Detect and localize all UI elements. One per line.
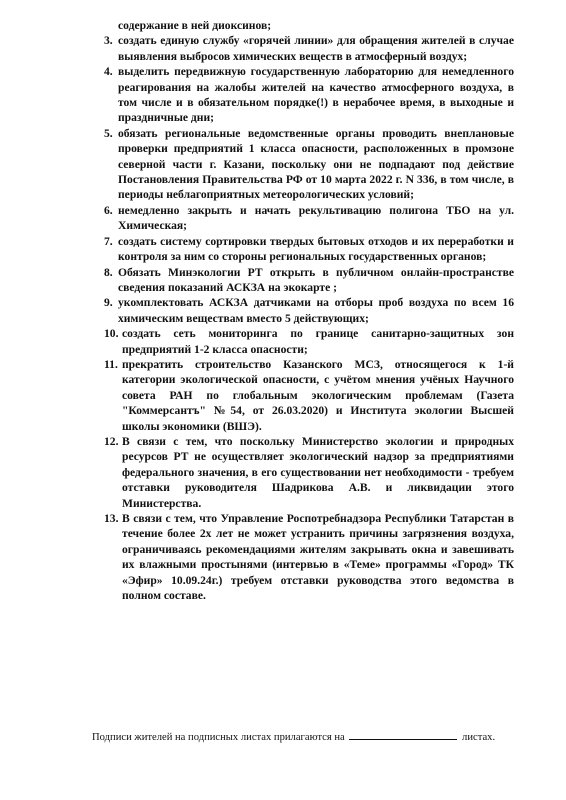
item-number: 7. [104, 234, 113, 248]
list-item [104, 234, 514, 265]
list-item [104, 326, 514, 357]
list-item [104, 203, 514, 234]
item-text: прекратить строительство Казанского МСЗ, относящегося к 1-й категории экологической опасности, с учётом мнения учёных Научного совета РАН по глобальным экологическим проблемам (Газета "Коммерсантъ" №54, от 26.03.2020) и Института экологии Высшей школы экономики (ВШЭ). [122, 357, 514, 433]
footer-text-after: листах. [462, 732, 496, 743]
list-item [104, 126, 514, 203]
list-item [104, 64, 514, 126]
list-item [104, 265, 514, 296]
item-text: немедленно закрыть и начать рекультивацию полигона ТБО на ул. Химическая; [118, 203, 514, 233]
item-text: В связи с тем, что поскольку Министерство экологии и природных ресурсов РТ не осуществляет экологический надзор за предприятиями федерального значения, в его существовании нет необходимости - требуем отставки руководителя Шадрикова А.В. и ликвидации этого Министерства. [122, 434, 514, 510]
signatures-note [92, 729, 512, 745]
item-text: создать единую службу «горячей линии» для обращения жителей в случае выявления выбросов химических веществ в атмосферный воздух; [118, 34, 514, 63]
item-text: содержание в ней диоксинов; [118, 19, 272, 32]
item-number: 4. [104, 65, 113, 79]
list-item [104, 357, 514, 434]
item-number: 13. [104, 512, 119, 525]
item-text: выделить передвижную государственную лабораторию для немедленного реагирования на жалобы жителей на качество атмосферного воздуха, в том числе и в обязательном порядке(!) в нерабочее время, в выходные и праздничные дни; [118, 65, 514, 125]
footer-text-before: Подписи жителей на подписных листах прилагаются на [92, 732, 345, 743]
demands-list [104, 18, 514, 603]
list-item [104, 511, 514, 603]
item-number: 8. [104, 265, 113, 279]
list-item [104, 295, 514, 326]
list-item [104, 18, 514, 33]
list-item [104, 434, 514, 511]
item-number: 5. [104, 126, 113, 140]
item-text: создать систему сортировки твердых бытовых отходов и их переработки и контроля за ним со стороны региональных государственных органов; [118, 234, 514, 264]
item-number: 12. [104, 434, 119, 448]
item-text: обязать региональные ведомственные органы проводить внеплановые проверки предприятий 1 класса опасности, расположенных в промзоне северной части г. Казани, поскольку они не подпадают под действие Постановления Правительства РФ от 10 марта 2022 г. N 336, в том числе, в периоды неблагоприятных метеорологических условий; [118, 126, 514, 202]
item-number: 11. [104, 357, 118, 371]
item-text: укомплектовать АСКЗА датчиками на отборы проб воздуха по всем 16 химическим веществам вместо 5 действующих; [118, 296, 514, 325]
item-text: создать сеть мониторинга по границе санитарно-защитных зон предприятий 1-2 класса опасности; [122, 327, 514, 356]
list-item [104, 33, 514, 64]
item-number: 3. [104, 34, 113, 48]
item-text: Обязать Минэкологии РТ открыть в публичном онлайн-пространстве сведения показаний АСКЗА на экокарте ; [118, 265, 514, 294]
blank-field-line [349, 729, 457, 740]
item-number: 10. [104, 327, 119, 341]
item-number: 6. [104, 203, 113, 217]
item-text: В связи с тем, что Управление Роспотребнадзора Республики Татарстан в течение более 2х лет не может устранить причины загрязнения воздуха, ограничиваясь рекомендациями жителям закрывать окна и завешивать их влажными простынями (интервью в «Теме» программы «Город» ТК «Эфир» 10.09.24г.) требуем отставки руководства этого ведомства в полном составе. [122, 512, 514, 603]
item-number: 9. [104, 296, 113, 310]
